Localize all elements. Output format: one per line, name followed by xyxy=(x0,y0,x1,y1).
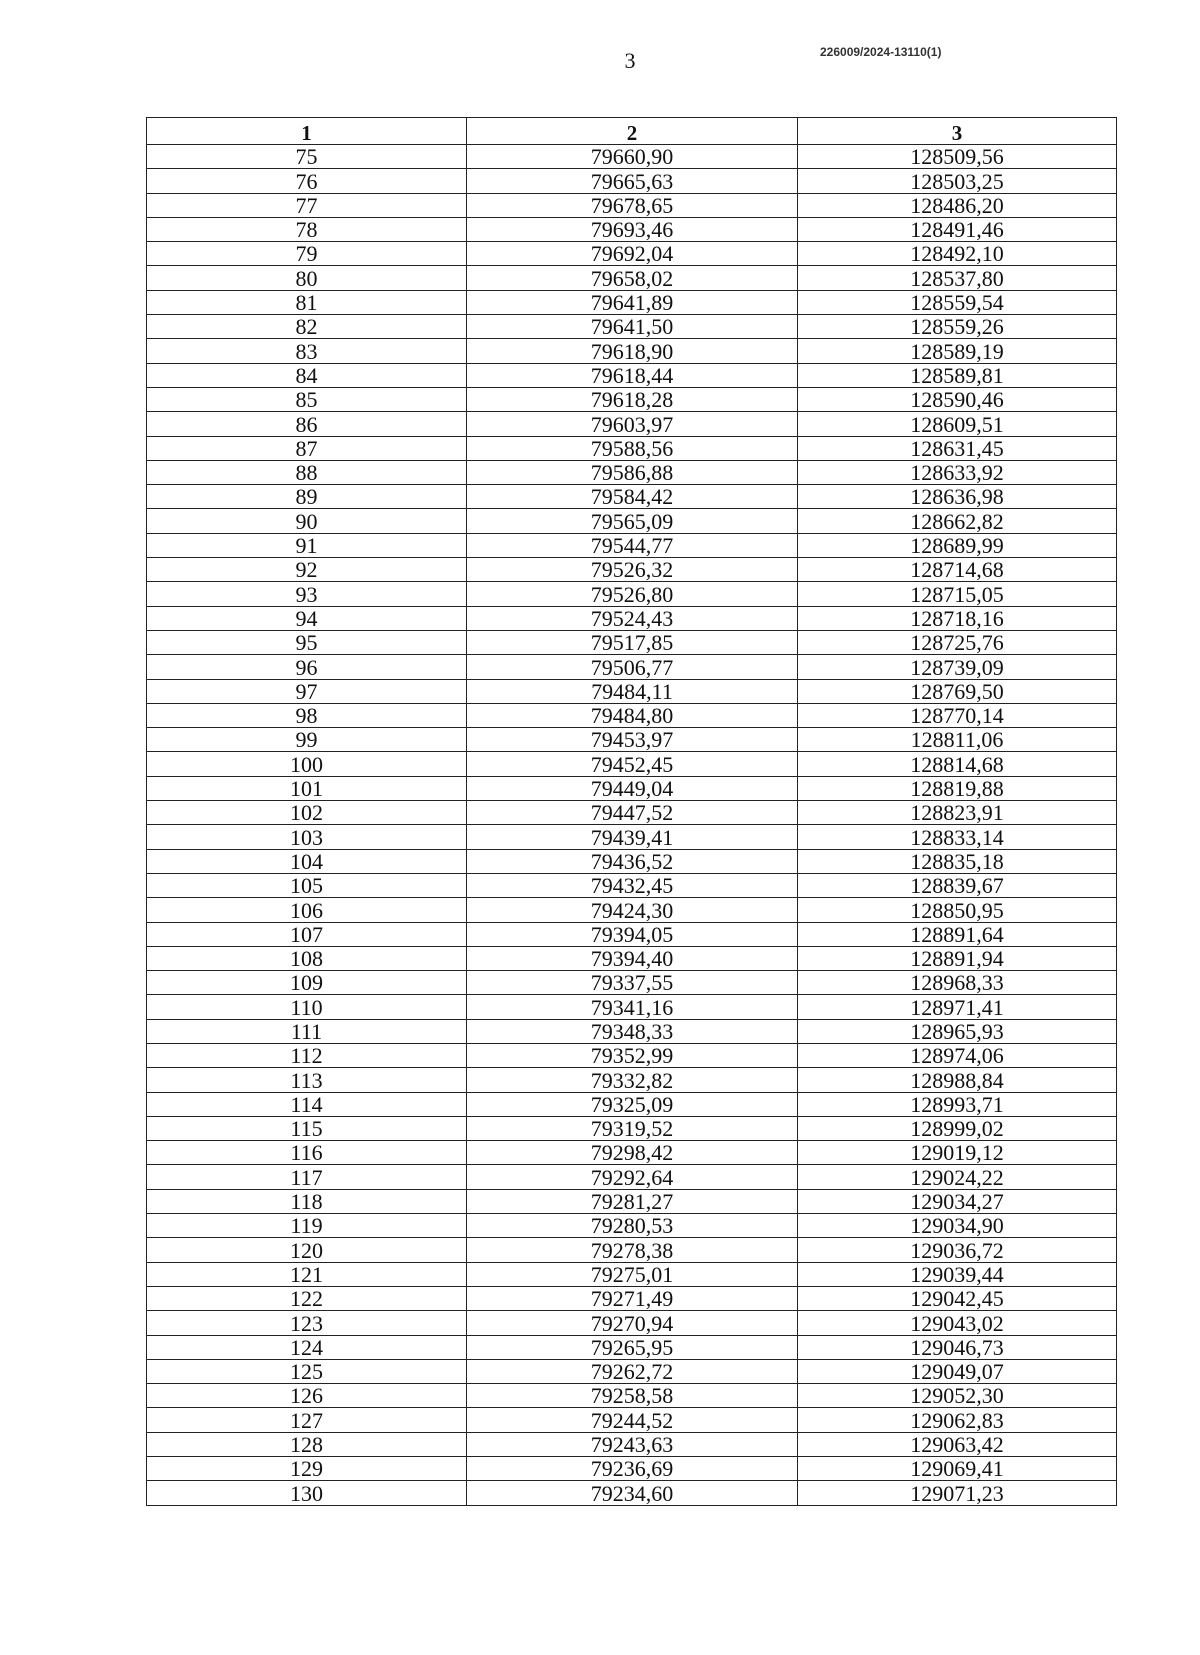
table-row xyxy=(147,1408,1117,1432)
table-cell-col-1: 78 xyxy=(147,217,467,241)
table-cell-col-1: 80 xyxy=(147,266,467,290)
table-row xyxy=(147,1068,1117,1092)
table-cell-col-2: 79234,60 xyxy=(467,1481,798,1505)
table-cell-col-2: 79658,02 xyxy=(467,266,798,290)
table-cell-col-2: 79270,94 xyxy=(467,1311,798,1335)
table-cell-col-2: 79394,40 xyxy=(467,946,798,970)
table-cell-col-1: 103 xyxy=(147,825,467,849)
table-row xyxy=(147,1335,1117,1359)
coordinates-table xyxy=(146,117,1117,1506)
table-cell-col-1: 124 xyxy=(147,1335,467,1359)
table-row xyxy=(147,1116,1117,1140)
table-cell-col-1: 83 xyxy=(147,339,467,363)
table-row xyxy=(147,290,1117,314)
table-cell-col-2: 79298,42 xyxy=(467,1141,798,1165)
table-cell-col-2: 79517,85 xyxy=(467,630,798,654)
table-cell-col-2: 79281,27 xyxy=(467,1189,798,1213)
table-row xyxy=(147,363,1117,387)
table-cell-col-2: 79526,32 xyxy=(467,558,798,582)
table-cell-col-2: 79449,04 xyxy=(467,776,798,800)
table-cell-col-1: 125 xyxy=(147,1359,467,1383)
table-cell-col-2: 79439,41 xyxy=(467,825,798,849)
column-header-2: 2 xyxy=(467,118,798,145)
table-cell-col-3: 129034,90 xyxy=(798,1214,1117,1238)
table-cell-col-1: 118 xyxy=(147,1189,467,1213)
table-row xyxy=(147,1189,1117,1213)
table-cell-col-3: 128689,99 xyxy=(798,533,1117,557)
table-cell-col-3: 129024,22 xyxy=(798,1165,1117,1189)
table-row xyxy=(147,946,1117,970)
table-cell-col-3: 128559,26 xyxy=(798,315,1117,339)
table-cell-col-3: 129071,23 xyxy=(798,1481,1117,1505)
table-cell-col-2: 79586,88 xyxy=(467,460,798,484)
table-cell-col-2: 79618,90 xyxy=(467,339,798,363)
table-cell-col-3: 128590,46 xyxy=(798,387,1117,411)
table-cell-col-3: 128968,33 xyxy=(798,971,1117,995)
table-cell-col-3: 128739,09 xyxy=(798,655,1117,679)
table-cell-col-2: 79352,99 xyxy=(467,1043,798,1067)
table-cell-col-2: 79453,97 xyxy=(467,728,798,752)
table-cell-col-1: 99 xyxy=(147,728,467,752)
table-cell-col-1: 100 xyxy=(147,752,467,776)
table-cell-col-2: 79618,28 xyxy=(467,387,798,411)
table-cell-col-2: 79432,45 xyxy=(467,873,798,897)
table-cell-col-1: 92 xyxy=(147,558,467,582)
table-cell-col-2: 79278,38 xyxy=(467,1238,798,1262)
table-row xyxy=(147,1043,1117,1067)
table-cell-col-1: 98 xyxy=(147,703,467,727)
table-cell-col-1: 101 xyxy=(147,776,467,800)
table-cell-col-3: 128631,45 xyxy=(798,436,1117,460)
table-cell-col-3: 128589,19 xyxy=(798,339,1117,363)
table-row xyxy=(147,485,1117,509)
table-cell-col-1: 116 xyxy=(147,1141,467,1165)
table-cell-col-1: 105 xyxy=(147,873,467,897)
table-row xyxy=(147,315,1117,339)
table-cell-col-2: 79280,53 xyxy=(467,1214,798,1238)
table-cell-col-1: 88 xyxy=(147,460,467,484)
table-row xyxy=(147,922,1117,946)
table-cell-col-1: 121 xyxy=(147,1262,467,1286)
table-row xyxy=(147,849,1117,873)
table-cell-col-3: 128589,81 xyxy=(798,363,1117,387)
table-cell-col-1: 79 xyxy=(147,242,467,266)
table-cell-col-2: 79588,56 xyxy=(467,436,798,460)
table-cell-col-1: 126 xyxy=(147,1384,467,1408)
table-cell-col-1: 107 xyxy=(147,922,467,946)
table-cell-col-2: 79484,11 xyxy=(467,679,798,703)
table-row xyxy=(147,266,1117,290)
column-header-3: 3 xyxy=(798,118,1117,145)
table-row xyxy=(147,145,1117,169)
table-cell-col-2: 79436,52 xyxy=(467,849,798,873)
table-cell-col-1: 112 xyxy=(147,1043,467,1067)
table-cell-col-2: 79243,63 xyxy=(467,1432,798,1456)
table-cell-col-1: 130 xyxy=(147,1481,467,1505)
table-cell-col-1: 77 xyxy=(147,193,467,217)
table-row xyxy=(147,582,1117,606)
table-cell-col-2: 79275,01 xyxy=(467,1262,798,1286)
table-row xyxy=(147,169,1117,193)
table-cell-col-2: 79452,45 xyxy=(467,752,798,776)
table-cell-col-2: 79348,33 xyxy=(467,1019,798,1043)
table-cell-col-3: 128835,18 xyxy=(798,849,1117,873)
table-row xyxy=(147,679,1117,703)
table-cell-col-2: 79603,97 xyxy=(467,412,798,436)
table-row xyxy=(147,1457,1117,1481)
table-cell-col-2: 79236,69 xyxy=(467,1457,798,1481)
table-row xyxy=(147,436,1117,460)
table-row xyxy=(147,1432,1117,1456)
table-row xyxy=(147,873,1117,897)
table-cell-col-2: 79526,80 xyxy=(467,582,798,606)
table-cell-col-3: 128718,16 xyxy=(798,606,1117,630)
table-cell-col-3: 128537,80 xyxy=(798,266,1117,290)
table-row xyxy=(147,242,1117,266)
document-reference: 226009/2024-13110(1) xyxy=(820,45,942,59)
table-row xyxy=(147,533,1117,557)
table-row xyxy=(147,1141,1117,1165)
table-cell-col-2: 79271,49 xyxy=(467,1286,798,1310)
table-row xyxy=(147,1384,1117,1408)
table-row xyxy=(147,509,1117,533)
column-header-1: 1 xyxy=(147,118,467,145)
table-cell-col-2: 79641,50 xyxy=(467,315,798,339)
table-cell-col-3: 128715,05 xyxy=(798,582,1117,606)
table-cell-col-2: 79325,09 xyxy=(467,1092,798,1116)
table-cell-col-1: 102 xyxy=(147,801,467,825)
table-cell-col-1: 91 xyxy=(147,533,467,557)
table-cell-col-1: 89 xyxy=(147,485,467,509)
table-cell-col-3: 128769,50 xyxy=(798,679,1117,703)
table-cell-col-1: 85 xyxy=(147,387,467,411)
table-cell-col-1: 127 xyxy=(147,1408,467,1432)
table-cell-col-3: 128633,92 xyxy=(798,460,1117,484)
table-cell-col-1: 109 xyxy=(147,971,467,995)
table-cell-col-3: 128811,06 xyxy=(798,728,1117,752)
table-cell-col-1: 110 xyxy=(147,995,467,1019)
table-row xyxy=(147,752,1117,776)
table-row xyxy=(147,1286,1117,1310)
table-cell-col-2: 79258,58 xyxy=(467,1384,798,1408)
table-cell-col-2: 79484,80 xyxy=(467,703,798,727)
table-header xyxy=(147,118,1117,145)
table-cell-col-2: 79337,55 xyxy=(467,971,798,995)
table-cell-col-2: 79506,77 xyxy=(467,655,798,679)
table-row xyxy=(147,1092,1117,1116)
table-cell-col-3: 128609,51 xyxy=(798,412,1117,436)
table-body xyxy=(147,145,1117,1506)
table-row xyxy=(147,1262,1117,1286)
table-row xyxy=(147,825,1117,849)
table-row xyxy=(147,630,1117,654)
table-cell-col-1: 95 xyxy=(147,630,467,654)
table-cell-col-3: 128491,46 xyxy=(798,217,1117,241)
table-cell-col-3: 128891,64 xyxy=(798,922,1117,946)
table-cell-col-1: 114 xyxy=(147,1092,467,1116)
table-row xyxy=(147,412,1117,436)
table-cell-col-1: 123 xyxy=(147,1311,467,1335)
table-cell-col-3: 129043,02 xyxy=(798,1311,1117,1335)
table-row xyxy=(147,1019,1117,1043)
table-cell-col-3: 128819,88 xyxy=(798,776,1117,800)
table-cell-col-3: 129062,83 xyxy=(798,1408,1117,1432)
table-row xyxy=(147,1214,1117,1238)
table-cell-col-2: 79424,30 xyxy=(467,898,798,922)
table-cell-col-1: 94 xyxy=(147,606,467,630)
table-row xyxy=(147,898,1117,922)
table-cell-col-1: 86 xyxy=(147,412,467,436)
table-cell-col-1: 120 xyxy=(147,1238,467,1262)
table-row xyxy=(147,217,1117,241)
table-cell-col-1: 117 xyxy=(147,1165,467,1189)
table-cell-col-2: 79244,52 xyxy=(467,1408,798,1432)
table-cell-col-1: 115 xyxy=(147,1116,467,1140)
table-cell-col-1: 119 xyxy=(147,1214,467,1238)
table-cell-col-3: 128492,10 xyxy=(798,242,1117,266)
table-row xyxy=(147,728,1117,752)
table-cell-col-2: 79265,95 xyxy=(467,1335,798,1359)
table-cell-col-3: 128770,14 xyxy=(798,703,1117,727)
table-row xyxy=(147,606,1117,630)
table-cell-col-1: 75 xyxy=(147,145,467,169)
table-cell-col-3: 128971,41 xyxy=(798,995,1117,1019)
table-cell-col-3: 128725,76 xyxy=(798,630,1117,654)
table-cell-col-3: 129052,30 xyxy=(798,1384,1117,1408)
table-cell-col-2: 79292,64 xyxy=(467,1165,798,1189)
table-cell-col-3: 129063,42 xyxy=(798,1432,1117,1456)
table-row xyxy=(147,1165,1117,1189)
table-cell-col-3: 129049,07 xyxy=(798,1359,1117,1383)
table-cell-col-3: 129036,72 xyxy=(798,1238,1117,1262)
table-cell-col-3: 128988,84 xyxy=(798,1068,1117,1092)
table-cell-col-1: 129 xyxy=(147,1457,467,1481)
table-cell-col-3: 129046,73 xyxy=(798,1335,1117,1359)
table-cell-col-2: 79341,16 xyxy=(467,995,798,1019)
table-cell-col-2: 79584,42 xyxy=(467,485,798,509)
table-cell-col-2: 79641,89 xyxy=(467,290,798,314)
table-row xyxy=(147,1481,1117,1505)
table-cell-col-1: 84 xyxy=(147,363,467,387)
table-cell-col-1: 81 xyxy=(147,290,467,314)
table-cell-col-1: 113 xyxy=(147,1068,467,1092)
table-cell-col-2: 79692,04 xyxy=(467,242,798,266)
table-cell-col-2: 79332,82 xyxy=(467,1068,798,1092)
table-cell-col-3: 128714,68 xyxy=(798,558,1117,582)
table-cell-col-1: 97 xyxy=(147,679,467,703)
table-cell-col-3: 128636,98 xyxy=(798,485,1117,509)
table-row xyxy=(147,387,1117,411)
table-cell-col-3: 128891,94 xyxy=(798,946,1117,970)
table-cell-col-3: 128509,56 xyxy=(798,145,1117,169)
table-cell-col-2: 79319,52 xyxy=(467,1116,798,1140)
table-cell-col-3: 129042,45 xyxy=(798,1286,1117,1310)
table-cell-col-3: 129069,41 xyxy=(798,1457,1117,1481)
table-row xyxy=(147,558,1117,582)
table-cell-col-3: 128974,06 xyxy=(798,1043,1117,1067)
table-cell-col-1: 96 xyxy=(147,655,467,679)
table-cell-col-3: 128559,54 xyxy=(798,290,1117,314)
table-row xyxy=(147,801,1117,825)
table-cell-col-2: 79524,43 xyxy=(467,606,798,630)
table-cell-col-3: 128833,14 xyxy=(798,825,1117,849)
table-cell-col-3: 128486,20 xyxy=(798,193,1117,217)
table-cell-col-1: 108 xyxy=(147,946,467,970)
table-cell-col-1: 87 xyxy=(147,436,467,460)
table-cell-col-2: 79262,72 xyxy=(467,1359,798,1383)
table-cell-col-1: 128 xyxy=(147,1432,467,1456)
table-cell-col-1: 82 xyxy=(147,315,467,339)
table-cell-col-3: 129034,27 xyxy=(798,1189,1117,1213)
table-row xyxy=(147,971,1117,995)
table-cell-col-3: 128503,25 xyxy=(798,169,1117,193)
table-row xyxy=(147,1311,1117,1335)
table-cell-col-3: 128993,71 xyxy=(798,1092,1117,1116)
table-row xyxy=(147,193,1117,217)
table-cell-col-2: 79544,77 xyxy=(467,533,798,557)
table-cell-col-2: 79618,44 xyxy=(467,363,798,387)
table-cell-col-3: 128662,82 xyxy=(798,509,1117,533)
table-cell-col-2: 79660,90 xyxy=(467,145,798,169)
table-row xyxy=(147,339,1117,363)
table-row xyxy=(147,995,1117,1019)
table-cell-col-1: 93 xyxy=(147,582,467,606)
table-row xyxy=(147,1238,1117,1262)
table-cell-col-2: 79693,46 xyxy=(467,217,798,241)
table-cell-col-3: 128839,67 xyxy=(798,873,1117,897)
table-cell-col-1: 106 xyxy=(147,898,467,922)
table-cell-col-2: 79447,52 xyxy=(467,801,798,825)
table-cell-col-3: 128823,91 xyxy=(798,801,1117,825)
table-row xyxy=(147,776,1117,800)
table-cell-col-3: 129019,12 xyxy=(798,1141,1117,1165)
table-cell-col-1: 122 xyxy=(147,1286,467,1310)
table-row xyxy=(147,460,1117,484)
table-row xyxy=(147,655,1117,679)
table-row xyxy=(147,703,1117,727)
table-cell-col-3: 128814,68 xyxy=(798,752,1117,776)
table-row xyxy=(147,1359,1117,1383)
page-number: 3 xyxy=(624,48,636,73)
table-cell-col-2: 79565,09 xyxy=(467,509,798,533)
header-row xyxy=(147,118,1117,145)
table-cell-col-1: 111 xyxy=(147,1019,467,1043)
table-cell-col-3: 129039,44 xyxy=(798,1262,1117,1286)
table-cell-col-1: 90 xyxy=(147,509,467,533)
table-cell-col-3: 128850,95 xyxy=(798,898,1117,922)
table-cell-col-2: 79665,63 xyxy=(467,169,798,193)
table-cell-col-1: 104 xyxy=(147,849,467,873)
table-cell-col-3: 128999,02 xyxy=(798,1116,1117,1140)
table-cell-col-3: 128965,93 xyxy=(798,1019,1117,1043)
table-cell-col-1: 76 xyxy=(147,169,467,193)
table-cell-col-2: 79678,65 xyxy=(467,193,798,217)
table-cell-col-2: 79394,05 xyxy=(467,922,798,946)
